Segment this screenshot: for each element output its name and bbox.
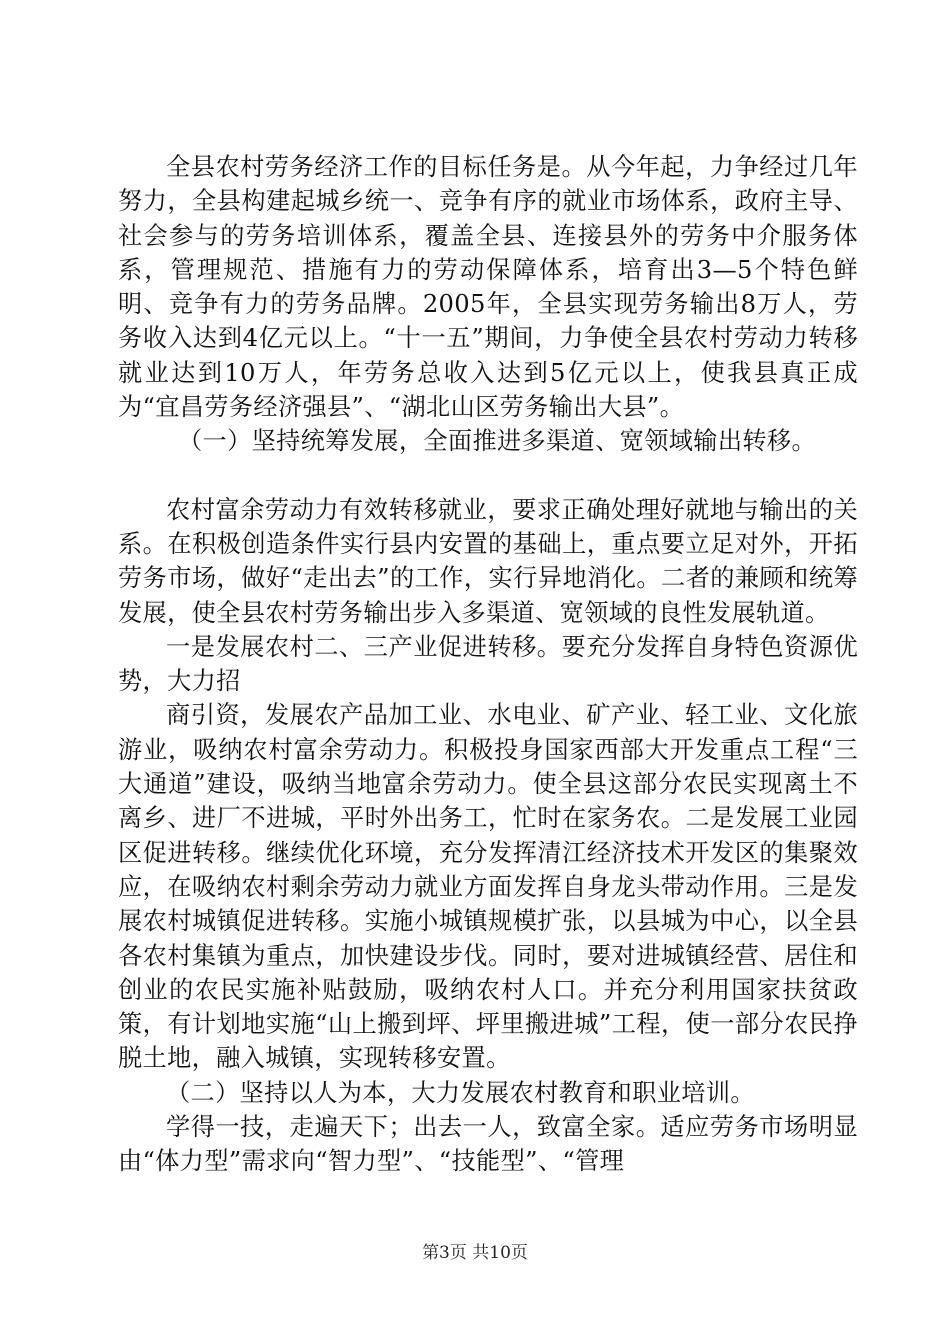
- paragraph-skills: 学得一技，走遍天下；出去一人，致富全家。适应劳务市场明显由“体力型”需求向“智力型”、“技能型”、“管理: [118, 1113, 858, 1176]
- section-heading-1: （一）坚持统筹发展，全面推进多渠道、宽领域输出转移。: [178, 427, 816, 456]
- paragraph-goals: 全县农村劳务经济工作的目标任务是。从今年起，力争经过几年努力，全县构建起城乡统一、竞争有序的就业市场体系，政府主导、社会参与的劳务培训体系，覆盖全县、连接县外的劳务中介服务体系，管理规范、措施有力的劳动保障体系，培育出3—5个特色鲜明、竞争有力的劳务品牌。2005年，全县实现劳务输出8万人，劳务收入达到4亿元以上。“十一五”期间，力争使全县农村劳动力转移就业达到10万人，年劳务总收入达到5亿元以上，使我县真正成为“宜昌劳务经济强县”、“湖北山区劳务输出大县”。: [118, 153, 858, 422]
- page-footer: 第3页 共10页: [422, 1243, 528, 1263]
- section-heading-2: （二）坚持以人为本，大力发展农村教育和职业培训。: [166, 1078, 755, 1107]
- paragraph-industry: 一是发展农村二、三产业促进转移。要充分发挥自身特色资源优势，大力招: [118, 632, 858, 696]
- paragraph-transfer: 农村富余劳动力有效转移就业，要求正确处理好就地与输出的关系。在积极创造条件实行县内安置的基础上，重点要立足对外，开拓劳务市场，做好“走出去”的工作，实行异地消化。二者的兼顾和统筹发展，使全县农村劳务输出步入多渠道、宽领域的良性发展轨道。: [118, 495, 858, 627]
- paragraph-investment: 商引资，发展农产品加工业、水电业、矿产业、轻工业、文化旅游业，吸纳农村富余劳动力。积极投身国家西部大开发重点工程“三大通道”建设，吸纳当地富余劳动力。使全县这部分农民实现离土不离乡、进厂不进城，平时外出务工，忙时在家务农。二是发展工业园区促进转移。继续优化环境，充分发挥清江经济技术开发区的集聚效应，在吸纳农村剩余劳动力就业方面发挥自身龙头带动作用。三是发展农村城镇促进转移。实施小城镇规模扩张，以县城为中心，以全县各农村集镇为重点，加快建设步伐。同时，要对进城镇经营、居住和创业的农民实施补贴鼓励，吸纳农村人口。并充分利用国家扶贫政策，有计划地实施“山上搬到坪、坪里搬进城”工程，使一部分农民挣脱土地，融入城镇，实现转移安置。: [118, 701, 858, 1073]
- document-body: [118, 150, 858, 1179]
